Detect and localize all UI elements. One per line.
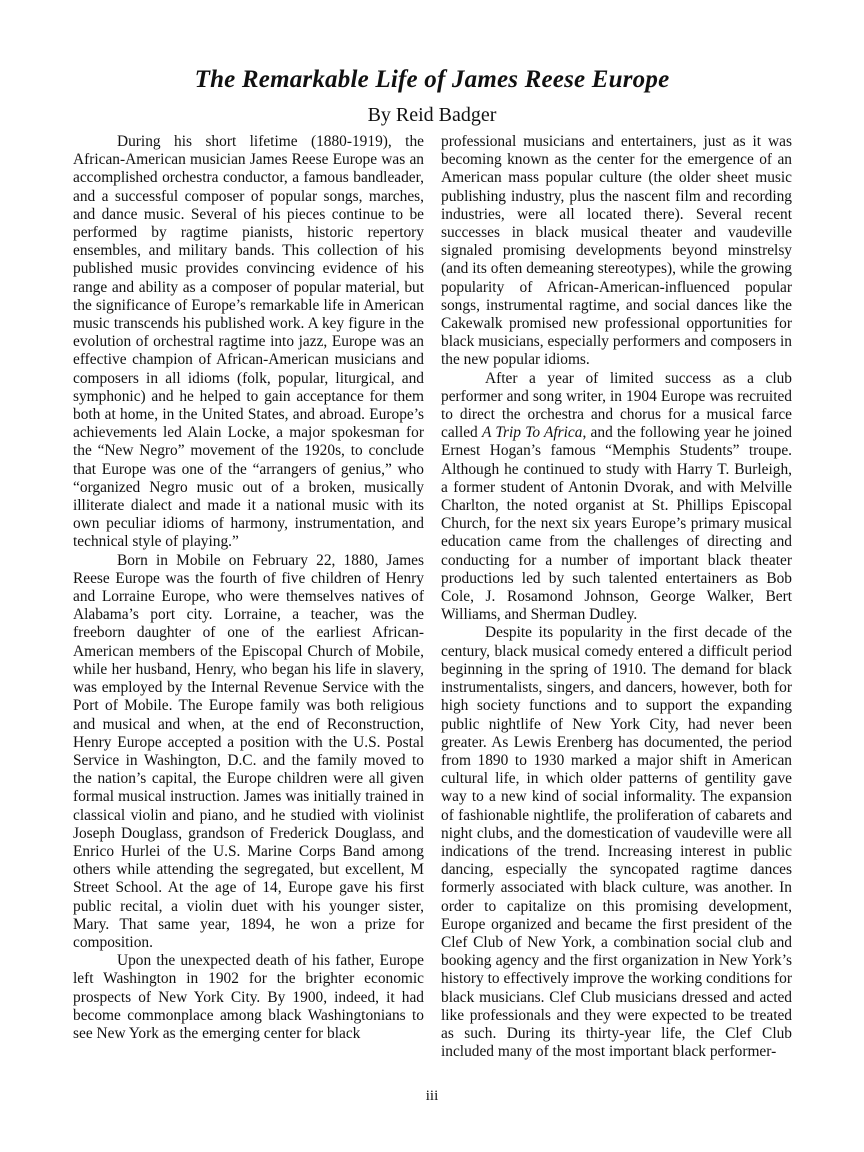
paragraph [73,952,424,1043]
italic-text-segment: A Trip To Africa [481,424,583,442]
paragraph [441,370,792,625]
page-number: iii [425,1088,439,1104]
left-column [73,133,424,1061]
right-column [441,133,792,1061]
page-title: The Remarkable Life of James Reese Europe [194,66,670,93]
text-segment: professional musicians and entertainers, just as it was becoming known as the center for the emergence of an American mass popular culture (the older sheet music publishing industry, plus the nascent film and recording industries, were all located there). Several recent successes in black musical theater and vaudeville signaled promising developments beyond minstrelsy (and its often demeaning stereotypes), while the growing popularity of African-American-influenced popular songs, instrumental ragtime, and social dances like the Cakewalk promised new professional opportunities for black musicians, especially performers and composers in the new popular idioms. [441,133,792,369]
paragraph [441,624,792,1061]
text-segment: Despite its popularity in the first decade of the century, black musical comedy entered a difficult period beginning in the spring of 1910. The demand for black instrumentalists, singers, and dancers, however, both for high society functions and to support the expanding public nightlife of New York City, had never been greater. As Lewis Erenberg has documented, the period from 1890 to 1930 marked a major shift in American cultural life, in which older patterns of gentility gave way to a new kind of social informality. The expansion of fashionable nightlife, the proliferation of cabarets and night clubs, and the domestication of vaudeville were all indications of the trend. Increasing interest in public dancing, especially the syncopated ragtime dances formerly associated with black culture, was another. In order to capitalize on this promising development, Europe organized and became the first president of the Clef Club of New York, a combination social club and booking agency and the first organization in New York’s history to effectively improve the working conditions for black musicians. Clef Club musicians dressed and acted like professionals and they were expected to be treated as such. During its thirty-year life, the Clef Club included many of the most important black performer- [441,624,792,1061]
text-segment: Upon the unexpected death of his father, Europe left Washington in 1902 for the brighter economic prospects of New York City. By 1900, indeed, it had become commonplace among black Washingtonians to see New York as the emerging center for black [73,952,424,1042]
text-segment: , and the following year he joined Ernest Hogan’s famous “Memphis Students” troupe. Although he continued to study with Harry T. Burleigh, a former student of Antonin Dvorak, and with Melville Charlton, the noted organist at St. Phillips Episcopal Church, for the next six years Europe’s primary musical education came from the challenges of directing and conducting for a number of important black theater productions led by such talented entertainers as Bob Cole, J. Rosamond Johnson, George Walker, Bert Williams, and Sherman Dudley. [441,424,792,624]
paragraph [441,133,792,370]
text-segment: During his short lifetime (1880-1919), the African-American musician James Reese Europe was an accomplished orchestra conductor, a famous bandleader, and a successful composer of popular songs, marches, and dance music. Several of his pieces continue to be performed by ragtime pianists, historic repertory ensembles, and military bands. This collection of his published music provides convincing evidence of his range and ability as a composer of popular material, but the significance of Europe’s remarkable life in American music transcends his published work. A key figure in the evolution of orchestral ragtime into jazz, Europe was an effective champion of African-American musicians and composers in all idioms (folk, popular, liturgical, and symphonic) and he helped to gain acceptance for them both at home, in the United States, and abroad. Europe’s achievements led Alain Locke, a major spokesman for the “New Negro” movement of the 1920s, to conclude that Europe was one of the “arrangers of genius,” who “organized Negro music out of a broken, musically illiterate dialect and made it a national music with its own peculiar idioms of harmony, instrumentation, and technical style of playing.” [73,133,424,551]
text-segment: After a year of limited success as a club performer and song writer, in 1904 Europe was recruited to direct the orchestra and chorus for a musical farce called [441,369,792,442]
paragraph [73,552,424,952]
two-column-text-body [73,133,792,1061]
paragraph [73,133,424,552]
text-segment: Born in Mobile on February 22, 1880, James Reese Europe was the fourth of five children of Henry and Lorraine Europe, who were themselves natives of Alabama’s port city. Lorraine, a teacher, was the freeborn daughter of one of the earliest African-American members of the Episcopal Church of Mobile, while her husband, Henry, who began his life in slavery, was employed by the Internal Revenue Service with the Port of Mobile. The Europe family was both religious and musical and when, at the end of Reconstruction, Henry Europe accepted a position with the U.S. Postal Service in Washington, D.C. and the family moved to the nation’s capital, the Europe children were all given formal musical instruction. James was initially trained in classical violin and piano, and he studied with violinist Joseph Douglass, grandson of Frederick Douglass, and Enrico Hurlei of the U.S. Marine Corps Band among others while attending the segregated, but excellent, M Street School. At the age of 14, Europe gave his first public recital, a violin duet with his younger sister, Mary. That same year, 1894, he won a prize for composition. [73,551,424,951]
byline: By Reid Badger [367,104,497,126]
